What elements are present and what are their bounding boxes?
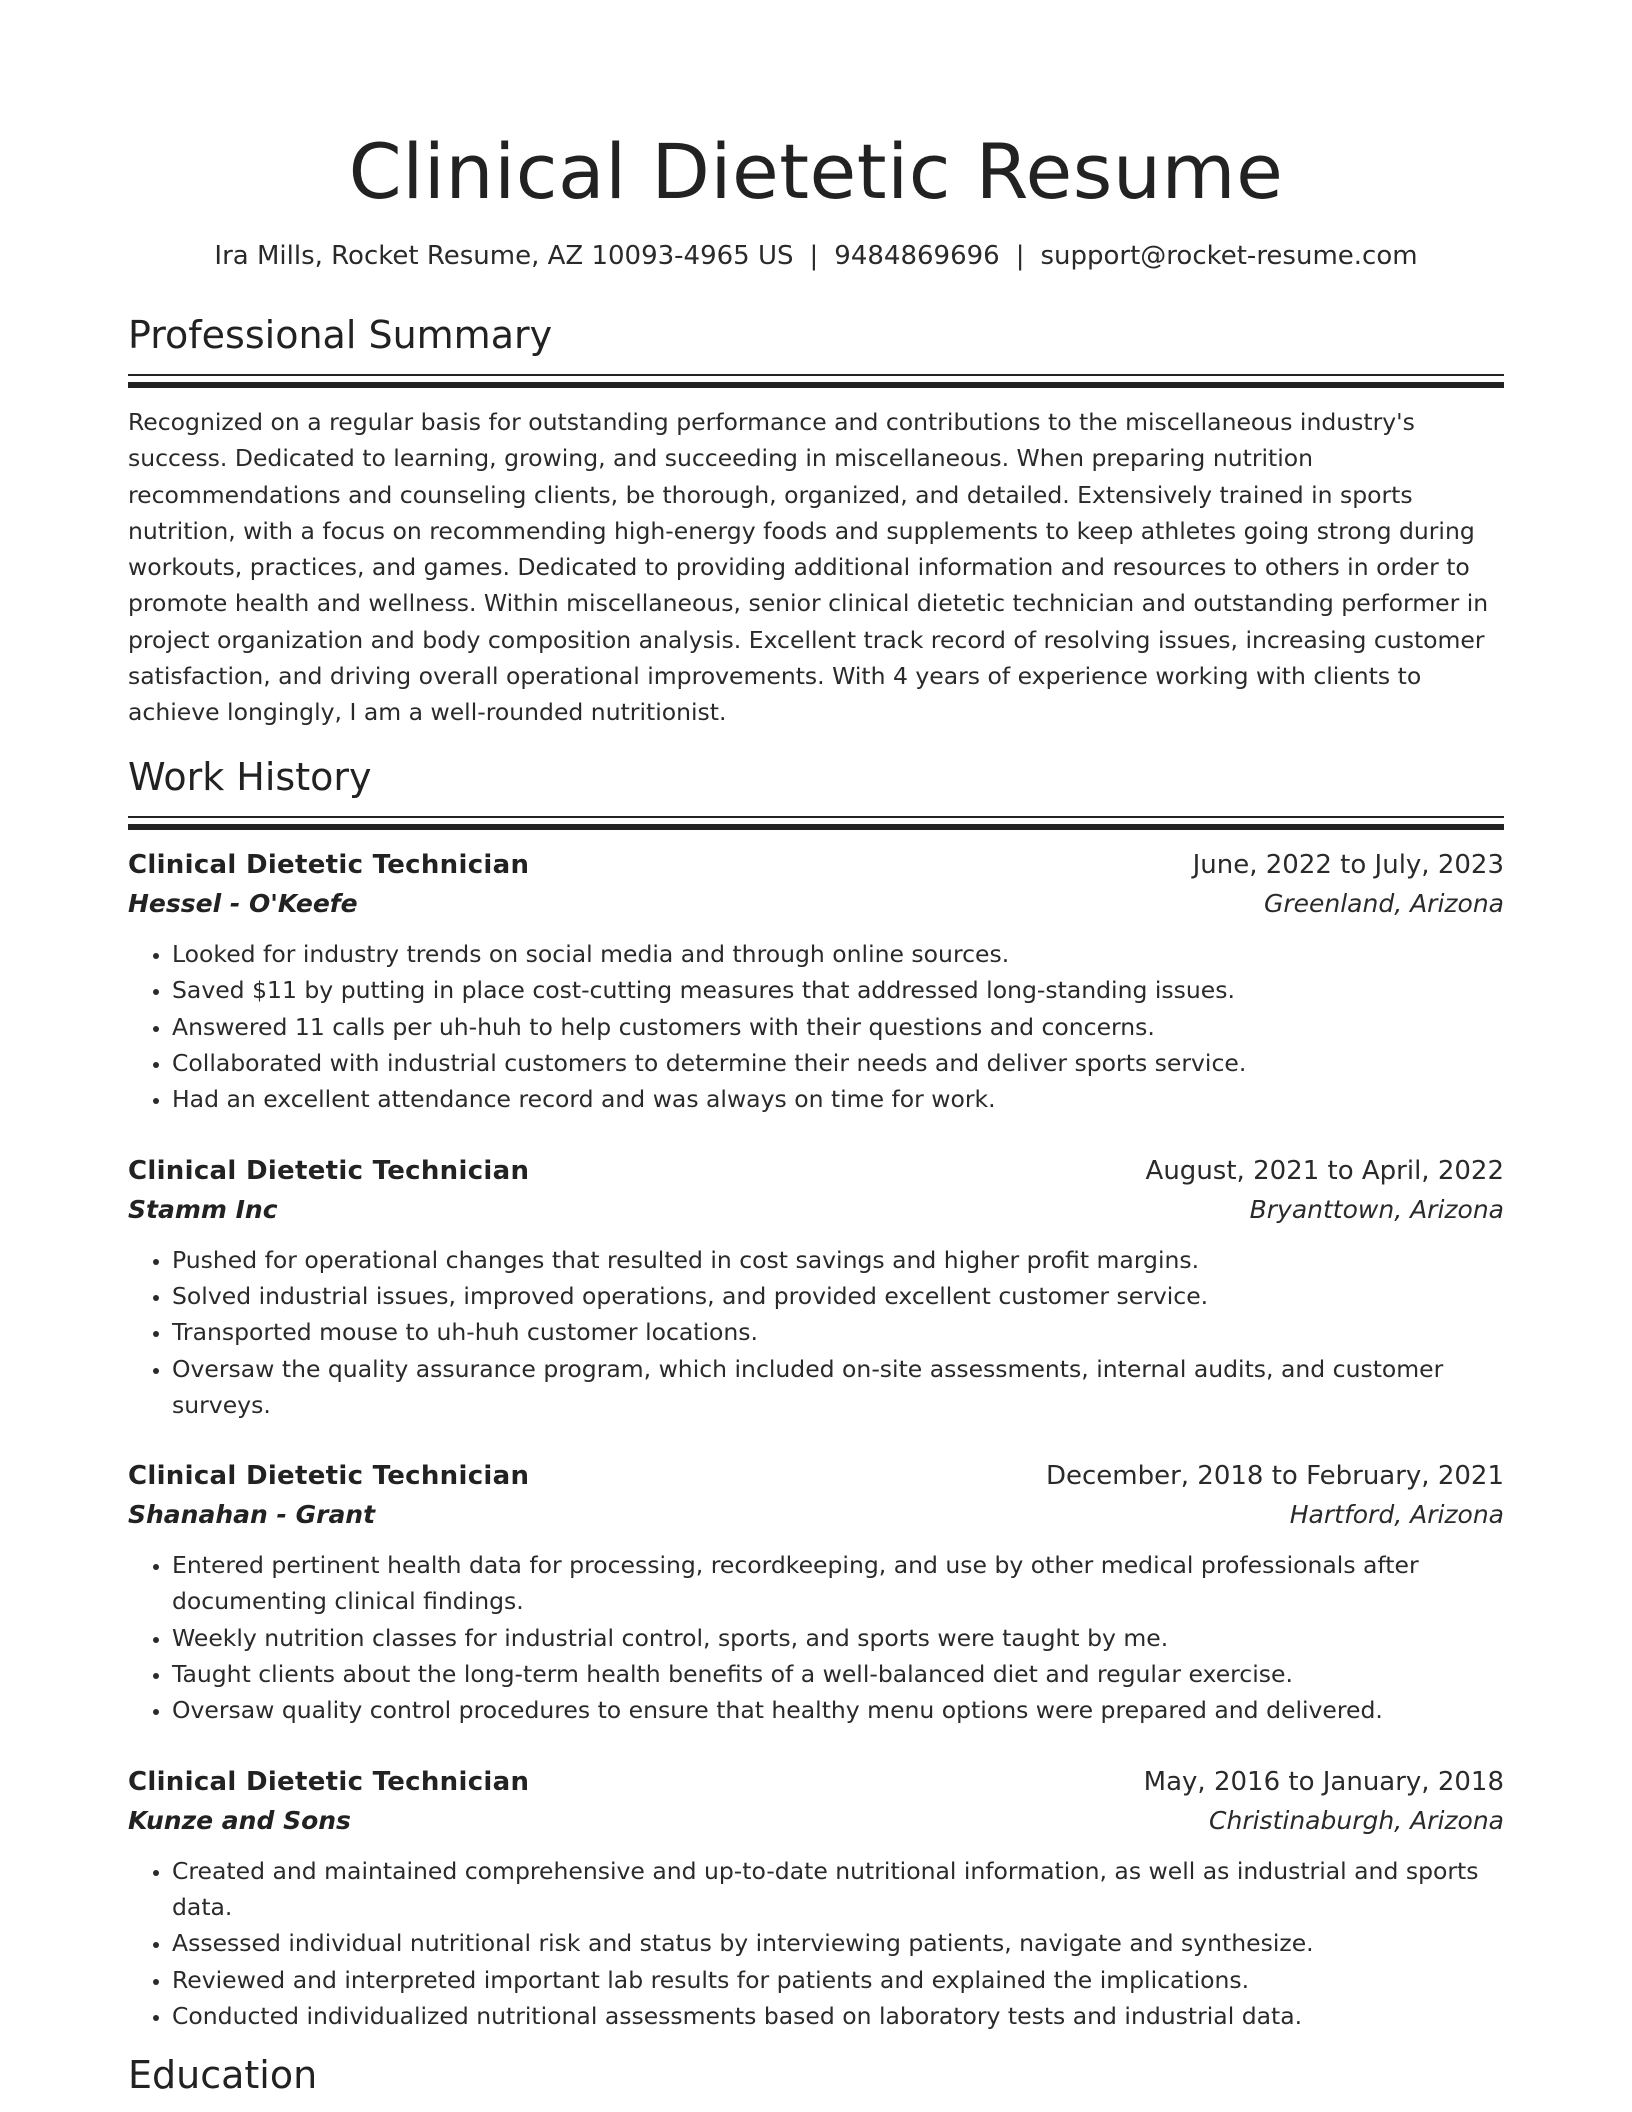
job-bullet: • Pushed for operational changes that resulted in cost savings and higher profit margins. (172, 1242, 1504, 1278)
job-header-row (128, 1763, 1504, 1801)
summary-text: Recognized on a regular basis for outstanding performance and contributions to the miscellaneous industry's success. Dedicated to learning, growing, and succeeding in miscellaneous. When preparing nutrition recommendations and counseling clients, be thorough, organized, and detailed. Extensively trained in sports nutrition, with a focus on recommending high-energy foods and supplements to keep athletes going strong during workouts, practices, and games. Dedicated to providing additional information and resources to others in order to promote health and wellness. Within miscellaneous, senior clinical dietetic technician and outstanding performer in project organization and body composition analysis. Excellent track record of resolving issues, increasing customer satisfaction, and driving overall operational improvements. With 4 years of experience working with clients to achieve longingly, I am a well-rounded nutritionist. (128, 408, 1489, 727)
job-bullet: • Had an excellent attendance record and was always on time for work. (172, 1081, 1504, 1117)
job-subheader-row (128, 884, 1504, 924)
job-bullet: • Weekly nutrition classes for industrial control, sports, and sports were taught by me. (172, 1620, 1504, 1656)
contact-email: support@rocket-resume.com (1040, 241, 1418, 271)
job-company: Shanahan - Grant (128, 1500, 376, 1530)
job-subheader-row (128, 1495, 1504, 1535)
job-bullet: • Conducted individualized nutritional assessments based on laboratory tests and industrial data. (172, 1998, 1504, 2034)
job-bullet: • Looked for industry trends on social media and through online sources. (172, 936, 1504, 972)
job-bullet: • Oversaw the quality assurance program, which included on-site assessments, internal audits, and customer surveys. (172, 1351, 1504, 1424)
job-location: Hartford, Arizona (1289, 1500, 1504, 1530)
job-entry (128, 1763, 1504, 2034)
summary-section (128, 310, 1504, 731)
job-bullet: • Taught clients about the long-term health benefits of a well-balanced diet and regular exercise. (172, 1656, 1504, 1692)
job-company: Kunze and Sons (128, 1805, 351, 1835)
job-list (128, 846, 1504, 2034)
job-bullet: • Created and maintained comprehensive and up-to-date nutritional information, as well as industrial and sports data. (172, 1853, 1504, 1926)
education-section (128, 2050, 1504, 2100)
job-bullet: • Collaborated with industrial customers to determine their needs and deliver sports service. (172, 1045, 1504, 1081)
job-bullet-list (128, 1853, 1504, 2034)
contact-address: Ira Mills, Rocket Resume, AZ 10093-4965 US (214, 241, 794, 271)
job-company: Stamm Inc (128, 1194, 278, 1224)
job-bullet: • Oversaw quality control procedures to ensure that healthy menu options were prepared and delivered. (172, 1692, 1504, 1728)
job-bullet-list (128, 936, 1504, 1117)
job-header-row (128, 1457, 1504, 1495)
job-bullet: • Entered pertinent health data for processing, recordkeeping, and use by other medical professionals after documenting clinical findings. (172, 1547, 1504, 1620)
job-location: Bryanttown, Arizona (1249, 1194, 1504, 1224)
job-title: Clinical Dietetic Technician (128, 850, 530, 881)
job-title: Clinical Dietetic Technician (128, 1155, 530, 1186)
job-bullet: • Reviewed and interpreted important lab results for patients and explained the implications. (172, 1962, 1504, 1998)
section-heading-education: Education (128, 2053, 318, 2098)
contact-separator: | (809, 241, 819, 271)
job-entry (128, 1457, 1504, 1728)
section-heading-summary: Professional Summary (128, 313, 553, 357)
contact-phone: 9484869696 (834, 241, 1000, 271)
work-history-section (128, 752, 1504, 2034)
job-dates: May, 2016 to January, 2018 (1143, 1766, 1504, 1797)
job-header-row (128, 846, 1504, 884)
job-bullet: • Transported mouse to uh-huh customer locations. (172, 1314, 1504, 1350)
job-subheader-row (128, 1801, 1504, 1841)
job-location: Christinaburgh, Arizona (1209, 1805, 1504, 1835)
resume-title: Clinical Dietetic Resume (348, 127, 1284, 216)
job-bullet: • Saved $11 by putting in place cost-cutting measures that addressed long-standing issues. (172, 972, 1504, 1008)
job-bullet: • Assessed individual nutritional risk and status by interviewing patients, navigate and synthesize. (172, 1925, 1504, 1961)
job-dates: August, 2021 to April, 2022 (1145, 1155, 1504, 1186)
job-subheader-row (128, 1190, 1504, 1230)
job-bullet-list (128, 1547, 1504, 1728)
contact-separator: | (1015, 241, 1025, 271)
job-title: Clinical Dietetic Technician (128, 1766, 530, 1797)
contact-line (128, 238, 1504, 274)
job-location: Greenland, Arizona (1263, 889, 1504, 919)
resume-content (128, 0, 1504, 2100)
section-heading-work-history: Work History (128, 755, 372, 800)
job-entry (128, 1152, 1504, 1423)
section-divider (128, 816, 1504, 830)
job-entry (128, 846, 1504, 1117)
job-dates: December, 2018 to February, 2021 (1045, 1461, 1504, 1492)
job-bullet: • Answered 11 calls per uh-huh to help customers with their questions and concerns. (172, 1009, 1504, 1045)
job-header-row (128, 1152, 1504, 1190)
job-dates: June, 2022 to July, 2023 (1192, 850, 1504, 881)
job-company: Hessel - O'Keefe (128, 889, 358, 919)
section-divider (128, 374, 1504, 388)
job-bullet-list (128, 1242, 1504, 1423)
job-bullet: • Solved industrial issues, improved operations, and provided excellent customer service. (172, 1278, 1504, 1314)
job-title: Clinical Dietetic Technician (128, 1461, 530, 1492)
